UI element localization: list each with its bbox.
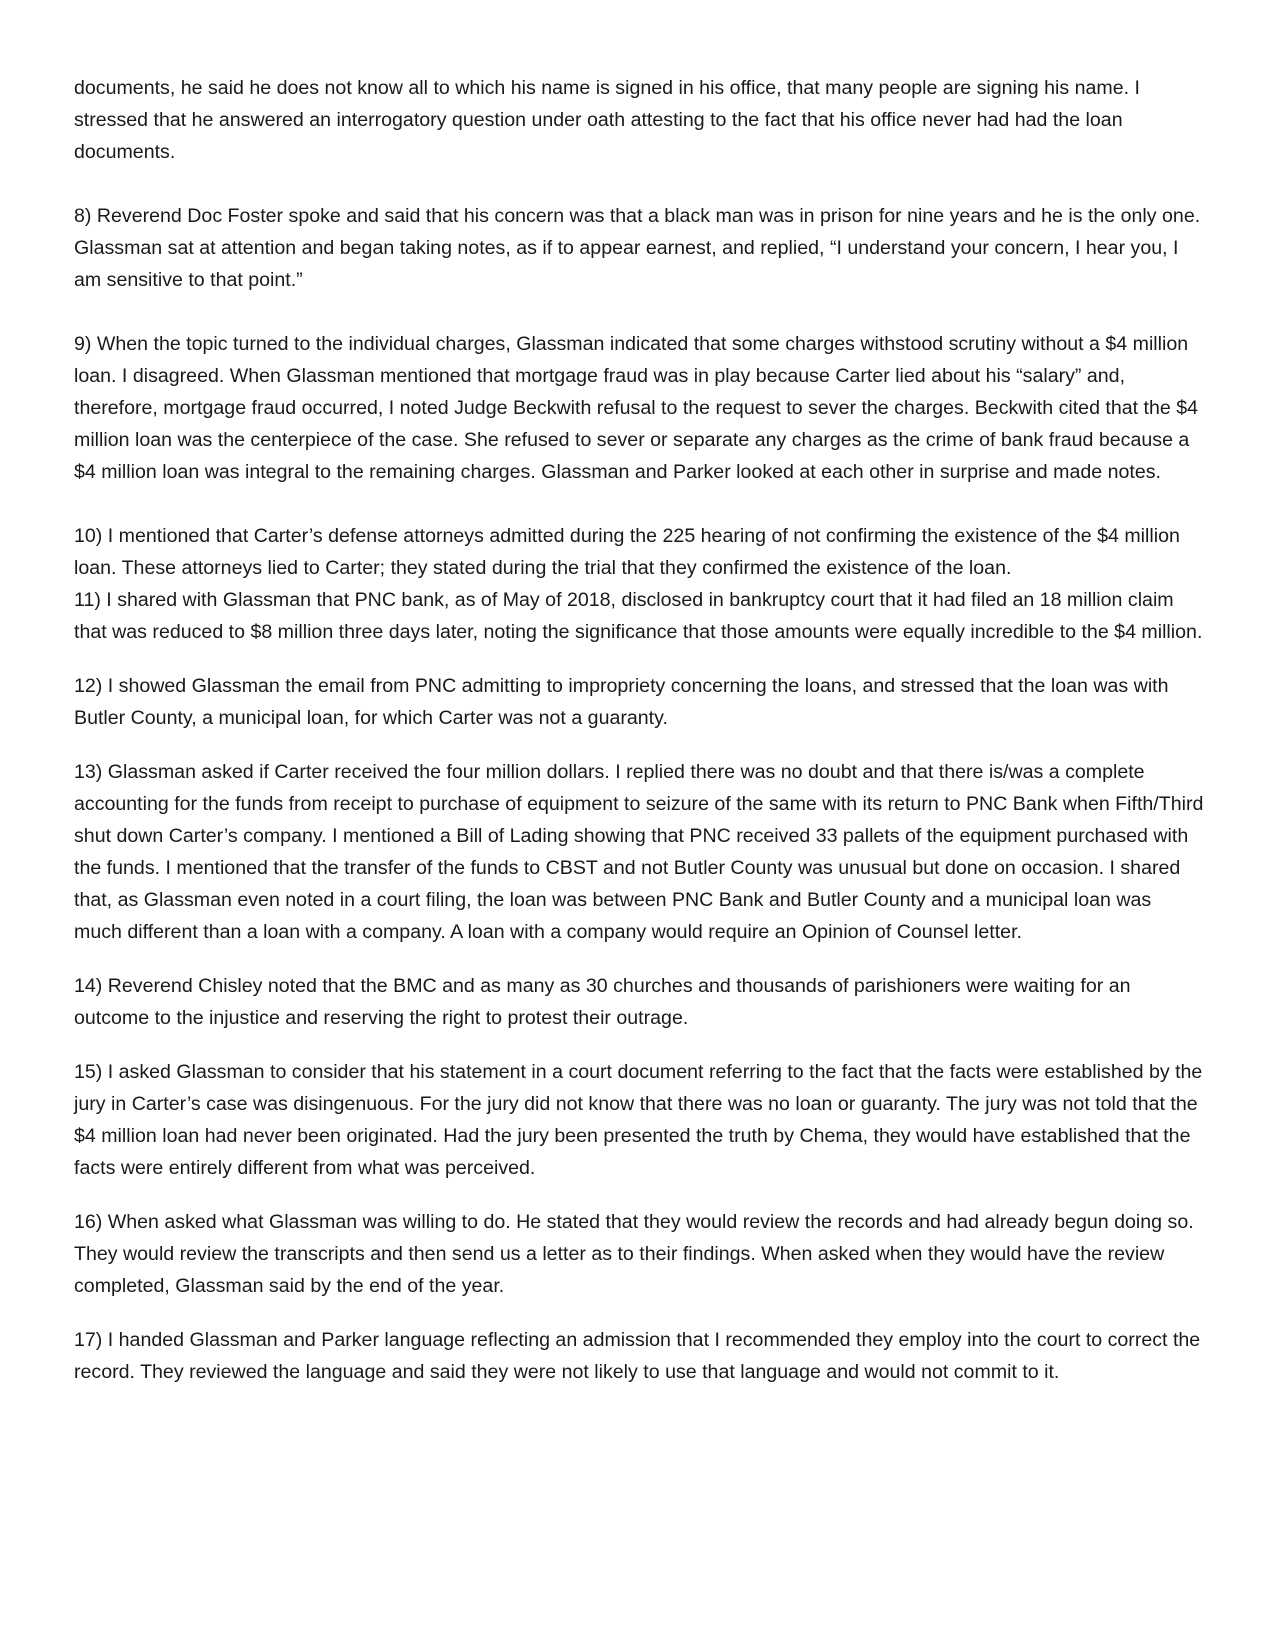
paragraph-item-11: 11) I shared with Glassman that PNC bank, as of May of 2018, disclosed in bankruptcy court that it had filed an 18 million claim that was reduced to $8 million three days later, noting the significance that those amounts were equally incredible to the $4 million. <box>74 589 1203 643</box>
paragraph-item-12: 12) I showed Glassman the email from PNC admitting to impropriety concerning the loans, and stressed that the loan was with Butler County, a municipal loan, for which Carter was not a guaranty. <box>74 675 1169 729</box>
paragraph-item-17: 17) I handed Glassman and Parker language reflecting an admission that I recommended they employ into the court to correct the record. They reviewed the language and said they were not likely to use that language and would not commit to it. <box>74 1329 1201 1383</box>
document-page <box>74 72 1204 1388</box>
paragraph-item-14: 14) Reverend Chisley noted that the BMC and as many as 30 churches and thousands of parishioners were waiting for an outcome to the injustice and reserving the right to protest their outrage. <box>74 975 1131 1029</box>
paragraph-item-10: 10) I mentioned that Carter’s defense attorneys admitted during the 225 hearing of not confirming the existence of the $4 million loan. These attorneys lied to Carter; they stated during the trial that they confirmed the existence of the loan. <box>74 525 1180 579</box>
paragraph-item-16: 16) When asked what Glassman was willing to do. He stated that they would review the records and had already begun doing so. They would review the transcripts and then send us a letter as to their findings. When asked when they would have the review completed, Glassman said by the end of the year. <box>74 1211 1194 1297</box>
paragraph-item-8: 8) Reverend Doc Foster spoke and said that his concern was that a black man was in prison for nine years and he is the only one. Glassman sat at attention and began taking notes, as if to appear earnest, and replied, “I understand your concern, I hear you, I am sensitive to that point.” <box>74 205 1201 291</box>
paragraph-item-13: 13) Glassman asked if Carter received the four million dollars. I replied there was no doubt and that there is/was a complete accounting for the funds from receipt to purchase of equipment to seizure of the same with its return to PNC Bank when Fifth/Third shut down Carter’s company. I mentioned a Bill of Lading showing that PNC received 33 pallets of the equipment purchased with the funds. I mentioned that the transfer of the funds to CBST and not Butler County was unusual but done on occasion. I shared that, as Glassman even noted in a court filing, the loan was between PNC Bank and Butler County and a municipal loan was much different than a loan with a company. A loan with a company would require an Opinion of Counsel letter. <box>74 761 1204 943</box>
paragraph-item-9: 9) When the topic turned to the individual charges, Glassman indicated that some charges withstood scrutiny without a $4 million loan. I disagreed. When Glassman mentioned that mortgage fraud was in play because Carter lied about his “salary” and, therefore, mortgage fraud occurred, I noted Judge Beckwith refusal to the request to sever the charges. Beckwith cited that the $4 million loan was the centerpiece of the case. She refused to sever or separate any charges as the crime of bank fraud because a $4 million loan was integral to the remaining charges. Glassman and Parker looked at each other in surprise and made notes. <box>74 333 1199 483</box>
paragraph-continuation: documents, he said he does not know all to which his name is signed in his office, that many people are signing his name. I stressed that he answered an interrogatory question under oath attesting to the fact that his office never had had the loan documents. <box>74 77 1140 163</box>
paragraph-item-15: 15) I asked Glassman to consider that his statement in a court document referring to the fact that the facts were established by the jury in Carter’s case was disingenuous. For the jury did not know that there was no loan or guaranty. The jury was not told that the $4 million loan had never been originated. Had the jury been presented the truth by Chema, they would have established that the facts were entirely different from what was perceived. <box>74 1061 1203 1179</box>
